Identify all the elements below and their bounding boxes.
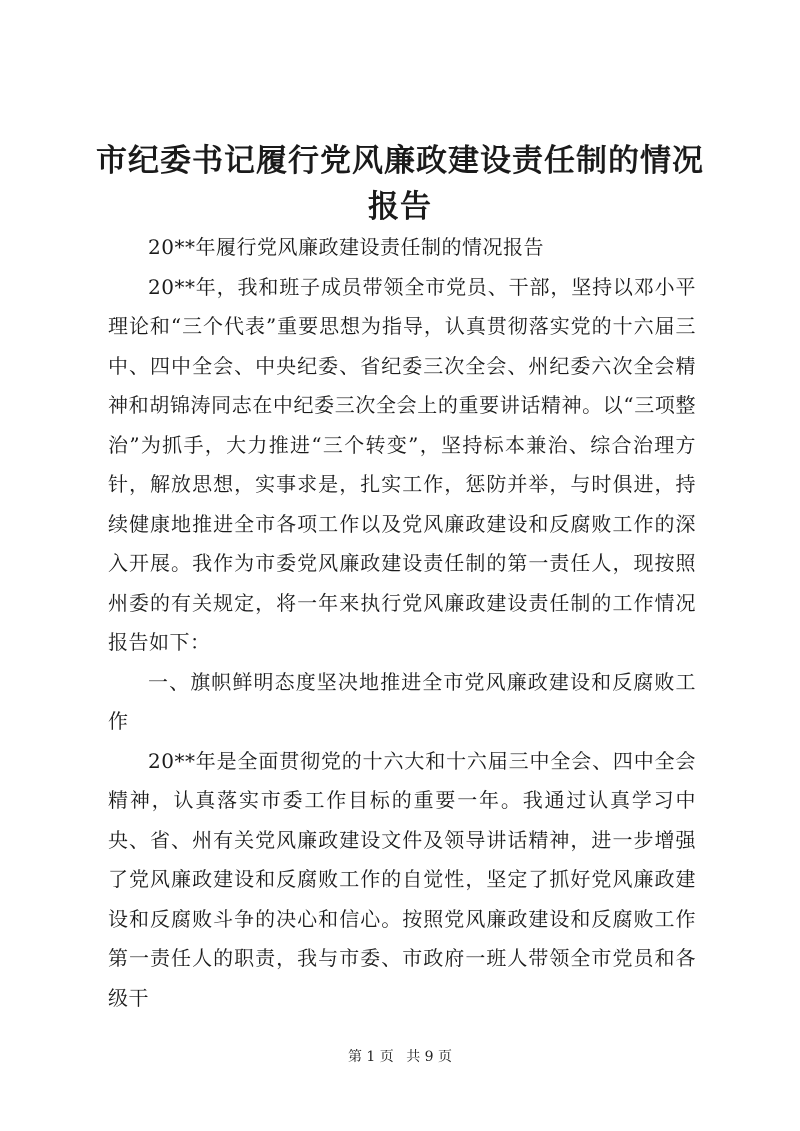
- page-total: 共 9 页: [406, 1049, 453, 1065]
- page-number: 第 1 页: [347, 1049, 394, 1065]
- document-title: 市纪委书记履行党风廉政建设责任制的情况报告: [96, 143, 704, 225]
- section-heading-1: 一、旗帜鲜明态度坚决地推进全市党风廉政建设和反腐败工作: [108, 669, 696, 733]
- document-body: [108, 228, 696, 1018]
- subtitle-paragraph: 20**年履行党风廉政建设责任制的情况报告: [148, 235, 544, 259]
- section-1-paragraph: 20**年是全面贯彻党的十六大和十六届三中全会、四中全会精神，认真落实市委工作目标的重要一年。我通过认真学习中央、省、州有关党风廉政建设文件及领导讲话精神，进一步增强了党风廉政建设和反腐败工作的自觉性，坚定了抓好党风廉政建设和反腐败斗争的决心和信心。按照党风廉政建设和反腐败工作第一责任人的职责，我与市委、市政府一班人带领全市党员和各级干: [108, 748, 696, 1010]
- intro-paragraph: 20**年，我和班子成员带领全市党员、干部，坚持以邓小平理论和“三个代表”重要思想为指导，认真贯彻落实党的十六届三中、四中全会、中央纪委、省纪委三次全会、州纪委六次全会精神和胡锦涛同志在中纪委三次全会上的重要讲话精神。以“三项整治”为抓手，大力推进“三个转变”，坚持标本兼治、综合治理方针，解放思想，实事求是，扎实工作，惩防并举，与时俱进，持续健康地推进全市各项工作以及党风廉政建设和反腐败工作的深入开展。我作为市委党风廉政建设责任制的第一责任人，现按照州委的有关规定，将一年来执行党风廉政建设责任制的工作情况报告如下：: [108, 274, 696, 654]
- page-footer: [0, 1047, 800, 1067]
